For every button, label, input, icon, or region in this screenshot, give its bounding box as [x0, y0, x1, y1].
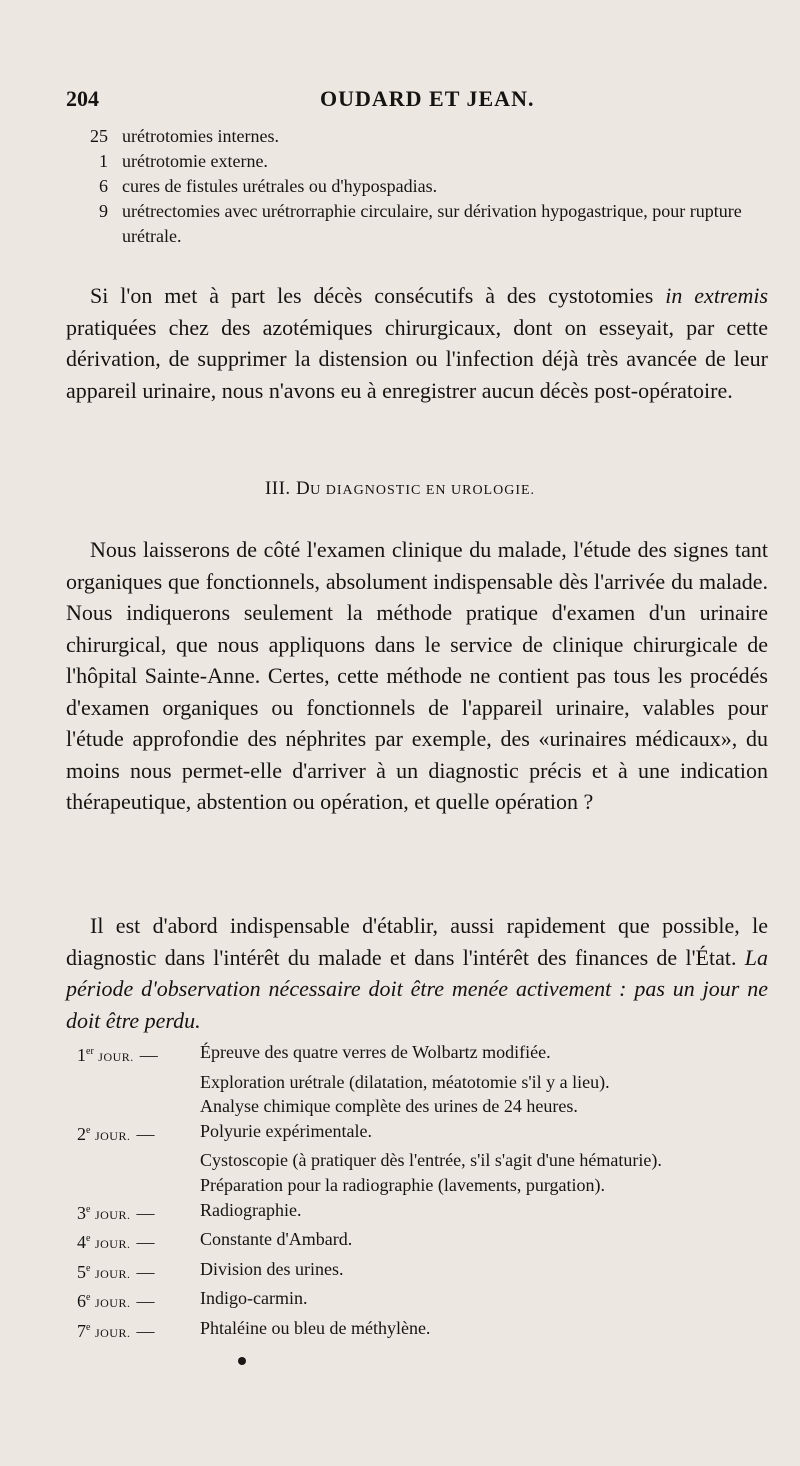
schedule-day: [66, 1148, 200, 1173]
schedule-row: [66, 1094, 772, 1119]
schedule-task: Préparation pour la radiographie (lavements, purgation).: [200, 1174, 606, 1195]
schedule-task: Cystoscopie (à pratiquer dès l'entrée, s'il s'agit d'une hématurie).: [200, 1150, 662, 1171]
schedule-row: [66, 1286, 772, 1316]
paragraph-text: Il est d'abord indispensable d'établir, aussi rapidement que possible, le diagnostic dans l'intérêt du malade et dans l'intérêt des finances de l'État.: [66, 913, 768, 970]
schedule-task: Constante d'Ambard.: [200, 1229, 353, 1250]
dash: —: [136, 1261, 155, 1282]
day-label: JOUR.: [94, 1237, 131, 1252]
day-number: 6: [77, 1291, 86, 1312]
schedule-row: [66, 1316, 772, 1346]
schedule-row: [66, 1119, 772, 1149]
paragraph-text: pratiquées chez des azotémiques chirurgicaux, dont on esseyait, par cette dérivation, de supprimer la distension ou l'infection déjà très avancée de leur appareil urinaire, nous n'avons eu à enregistrer aucun décès post-opératoire.: [66, 314, 768, 403]
day-ordinal: e: [86, 1321, 91, 1333]
schedule-day: [66, 1198, 200, 1228]
paragraph-observation: [66, 910, 768, 1036]
schedule-day: [66, 1173, 200, 1198]
dash: —: [136, 1123, 155, 1144]
emphasis-text: La période d'observation nécessaire doit être menée activement : pas un jour ne doit être perdu.: [66, 944, 768, 1033]
operation-count: 6: [99, 176, 108, 196]
page-number: 204: [66, 86, 99, 111]
operation-text: urétrotomie externe.: [122, 151, 268, 171]
latin-phrase: in extremis: [665, 283, 769, 308]
list-item: [76, 199, 766, 249]
day-label: JOUR.: [94, 1325, 131, 1340]
schedule-row: [66, 1148, 772, 1173]
running-head: OUDARD ET JEAN.: [320, 86, 535, 111]
list-item: [76, 124, 766, 149]
operation-count: 1: [99, 151, 108, 171]
operation-text: cures de fistules urétrales ou d'hypospadias.: [122, 176, 438, 196]
day-ordinal: e: [86, 1124, 91, 1136]
day-label: JOUR.: [94, 1296, 131, 1311]
day-ordinal: e: [86, 1292, 91, 1304]
section-initial: D: [295, 478, 311, 499]
day-number: 2: [77, 1123, 86, 1144]
day-number: 5: [77, 1261, 86, 1282]
schedule-task: Indigo-carmin.: [200, 1288, 308, 1309]
day-label: JOUR.: [94, 1266, 131, 1281]
list-item: [76, 149, 766, 174]
ink-dot: [238, 1357, 246, 1365]
dash: —: [139, 1045, 158, 1065]
schedule-day: [66, 1286, 200, 1316]
day-label: JOUR.: [94, 1128, 131, 1143]
operation-count: 9: [99, 201, 108, 221]
schedule-task: Analyse chimique complète des urines de 24 heures.: [200, 1096, 578, 1117]
day-number: 1: [77, 1045, 86, 1065]
schedule-row: [66, 1173, 772, 1198]
day-number: 4: [77, 1232, 86, 1253]
schedule-row: [66, 1227, 772, 1257]
schedule-day: [66, 1316, 200, 1346]
day-ordinal: er: [86, 1046, 94, 1057]
operations-list: [76, 124, 766, 249]
schedule-day: [66, 1227, 200, 1257]
schedule-task: Épreuve des quatre verres de Wolbartz modifiée.: [200, 1042, 551, 1062]
schedule-day: [66, 1119, 200, 1149]
schedule-row: [66, 1198, 772, 1228]
dash: —: [136, 1232, 155, 1253]
section-title-text: U DIAGNOSTIC EN UROLOGIE.: [310, 483, 536, 498]
schedule-task: Polyurie expérimentale.: [200, 1120, 372, 1141]
schedule-row: [66, 1257, 772, 1287]
operation-text: urétrotomies internes.: [122, 126, 279, 146]
schedule-day: [66, 1257, 200, 1287]
day-label: JOUR.: [94, 1207, 131, 1222]
day-number: 7: [77, 1320, 86, 1341]
paragraph-method: Nous laisserons de côté l'examen clinique du malade, l'étude des signes tant organiques que fonctionnels, absolument indispensable dès l'arrivée du malade. Nous indiquerons seulement la méthode pratique d'examen d'un urinaire chirurgical, que nous appliquons dans le service de clinique chirurgicale de l'hôpital Sainte-Anne. Certes, cette méthode ne contient pas tous les procédés d'examen organiques ou fonctionnels de l'appareil urinaire, valables pour l'étude approfondie des néphrites par exemple, des «urinaires médicaux», du moins nous permet-elle d'arriver à un diagnostic précis et à une indication thérapeutique, abstention ou opération, et quelle opération ?: [66, 537, 768, 814]
dash: —: [136, 1320, 155, 1341]
schedule-day: [66, 1040, 200, 1070]
dash: —: [136, 1202, 155, 1223]
schedule-row: [66, 1070, 772, 1095]
section-number: III.: [264, 478, 291, 499]
schedule-row: [66, 1040, 772, 1070]
paragraph-postoperative: [66, 280, 768, 406]
operation-text: urétrectomies avec urétrorraphie circulaire, sur dérivation hypogastrique, pour rupture urétrale.: [122, 201, 742, 246]
day-ordinal: e: [86, 1203, 91, 1215]
day-label: JOUR.: [98, 1050, 134, 1064]
examination-schedule: [66, 1040, 772, 1346]
schedule-task: Division des urines.: [200, 1258, 344, 1279]
schedule-task: Phtaléine ou bleu de méthylène.: [200, 1317, 431, 1338]
schedule-task: Radiographie.: [200, 1199, 302, 1220]
schedule-day: [66, 1070, 200, 1095]
section-heading: [0, 478, 800, 500]
dash: —: [136, 1291, 155, 1312]
paragraph-text: Si l'on met à part les décès consécutifs à des cystotomies: [90, 283, 666, 308]
day-number: 3: [77, 1202, 86, 1223]
list-item: [76, 174, 766, 199]
day-ordinal: e: [86, 1233, 91, 1245]
operation-count: 25: [90, 126, 108, 146]
page-header: [66, 86, 766, 116]
day-ordinal: e: [86, 1262, 91, 1274]
schedule-day: [66, 1094, 200, 1119]
schedule-task: Exploration urétrale (dilatation, méatotomie s'il y a lieu).: [200, 1071, 610, 1092]
